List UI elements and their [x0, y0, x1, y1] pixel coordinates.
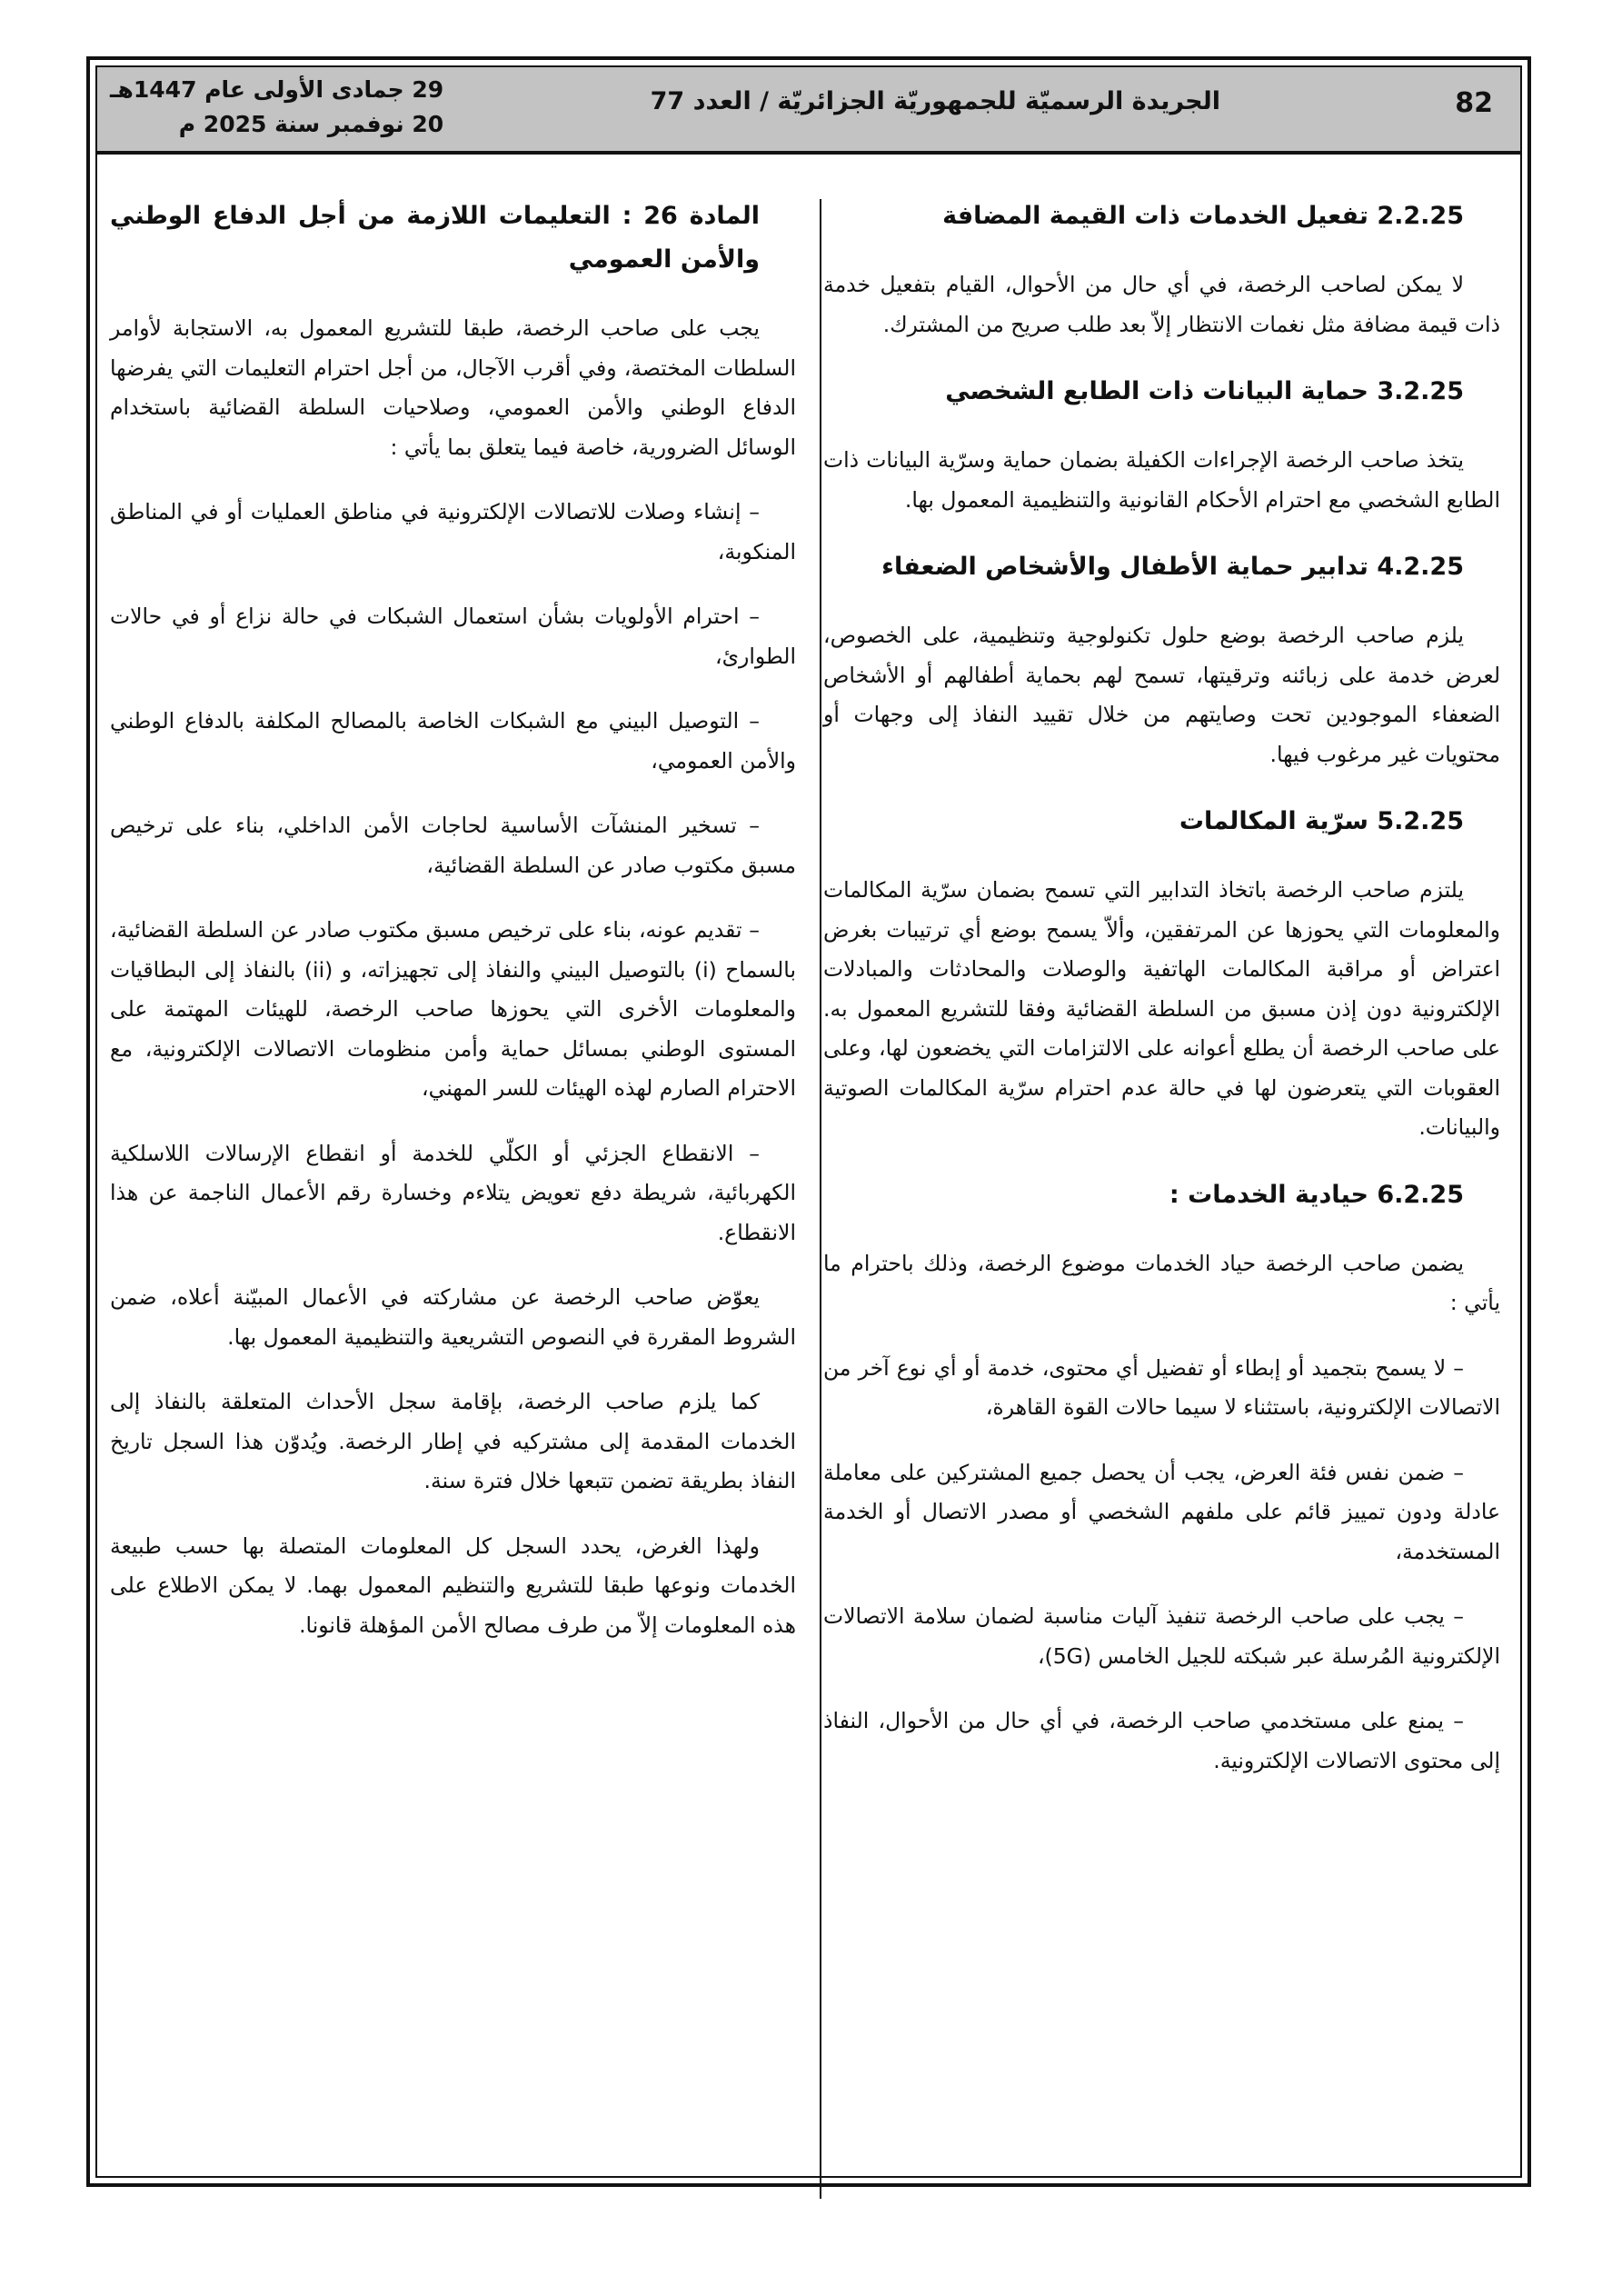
right-column — [823, 195, 1500, 1806]
paragraph: يضمن صاحب الرخصة حياد الخدمات موضوع الرخصة، وذلك باحترام ما يأتي : — [823, 1250, 1500, 1315]
paragraph: – تسخير المنشآت الأساسية لحاجات الأمن الداخلي، بناء على ترخيص مسبق مكتوب صادر عن السلطة القضائية، — [110, 813, 796, 878]
section-heading: المادة 26 : التعليمات اللازمة من أجل الدفاع الوطني والأمن العمومي — [110, 202, 760, 274]
paragraph: – احترام الأولويات بشأن استعمال الشبكات في حالة نزاع أو في حالات الطوارئ، — [110, 604, 796, 669]
left-column — [110, 195, 796, 1671]
section-heading: 4.2.25 تدابير حماية الأطفال والأشخاص الضعفاء — [881, 553, 1464, 581]
page-frame — [86, 56, 1531, 2187]
paragraph: – تقديم عونه، بناء على ترخيص مسبق مكتوب صادر عن السلطة القضائية، بالسماح (i) بالتوصيل البيني والنفاذ إلى تجهيزاته، و (ii) بالنفاذ إلى البطاقيات والمعلومات الأخرى التي يحوزها صاحب الرخصة، للهيئات المهتمة على المستوى الوطني بمسائل حماية وأمن منظومات الاتصالات الإلكترونية، مع الاحترام الصارم لهذه الهيئات للسر المهني، — [110, 917, 796, 1101]
paragraph: يجب على صاحب الرخصة، طبقا للتشريع المعمول به، الاستجابة لأوامر السلطات المختصة، وفي أقرب الآجال، من أجل احترام التعليمات التي يفرضها الدفاع الوطني والأمن العمومي، وصلاحيات السلطة القضائية باستخدام الوسائل الضرورية، خاصة فيما يتعلق بما يأتي : — [110, 315, 796, 460]
date-hijri: 29 جمادى الأولى عام 1447هـ — [110, 76, 444, 103]
paragraph: لا يمكن لصاحب الرخصة، في أي حال من الأحوال، القيام بتفعيل خدمة ذات قيمة مضافة مثل نغمات الانتظار إلاّ بعد طلب صريح من المشترك. — [823, 272, 1500, 337]
page-number: 82 — [1455, 87, 1493, 119]
paragraph: يلتزم صاحب الرخصة باتخاذ التدابير التي تسمح بضمان سرّية المكالمات والمعلومات التي يحوزها عن المرتفقين، وألاّ يسمح بوضع أي ترتيبات بغرض اعتراض أو مراقبة المكالمات الهاتفية والوصلات والمحادثات والمبادلات الإلكترونية دون إذن مسبق من السلطة القضائية وفقا للتشريع المعمول به. على صاحب الرخصة أن يطلع أعوانه على الالتزامات التي يخضعون لها، وعلى العقوبات التي يتعرضون لها في حالة عدم احترام سرّية المكالمات الصوتية والبيانات. — [823, 877, 1500, 1140]
section-heading: 3.2.25 حماية البيانات ذات الطابع الشخصي — [945, 377, 1464, 405]
paragraph: – ضمن نفس فئة العرض، يجب أن يحصل جميع المشتركين على معاملة عادلة ودون تمييز قائم على ملفهم الشخصي أو مصدر الاتصال أو الخدمة المستخدمة، — [823, 1459, 1500, 1564]
section-heading: 2.2.25 تفعيل الخدمات ذات القيمة المضافة — [942, 202, 1464, 230]
gazette-title: الجريدة الرسميّة للجمهوريّة الجزائريّة / العدد 77 — [650, 87, 1220, 115]
paragraph: يلزم صاحب الرخصة بوضع حلول تكنولوجية وتنظيمية، على الخصوص، لعرض خدمة على زبائنه وترقيتها، تسمح لهم بحماية أطفالهم أو الأشخاص الضعفاء الموجودين تحت وصايتهم من خلال تقييد النفاذ إلى وجهات أو محتويات غير مرغوب فيها. — [823, 623, 1500, 767]
paragraph: كما يلزم صاحب الرخصة، بإقامة سجل الأحداث المتعلقة بالنفاذ إلى الخدمات المقدمة إلى مشتركيه في إطار الرخصة. ويُدوّن هذا السجل تاريخ النفاذ بطريقة تضمن تتبعها خلال فترة سنة. — [110, 1389, 796, 1493]
paragraph: يعوّض صاحب الرخصة عن مشاركته في الأعمال المبيّنة أعلاه، ضمن الشروط المقررة في النصوص التشريعية والتنظيمية المعمول بها. — [110, 1284, 796, 1350]
paragraph: – إنشاء وصلات للاتصالات الإلكترونية في مناطق العمليات أو في المناطق المنكوبة، — [110, 499, 796, 564]
section-heading: 6.2.25 حيادية الخدمات : — [1169, 1180, 1464, 1209]
paragraph: – يمنع على مستخدمي صاحب الرخصة، في أي حال من الأحوال، النفاذ إلى محتوى الاتصالات الإلكترونية. — [823, 1708, 1500, 1773]
section-heading: 5.2.25 سرّية المكالمات — [1179, 807, 1464, 835]
paragraph: – يجب على صاحب الرخصة تنفيذ آليات مناسبة لضمان سلامة الاتصالات الإلكترونية المُرسلة عبر شبكته للجيل الخامس (5G)، — [823, 1603, 1500, 1669]
paragraph: يتخذ صاحب الرخصة الإجراءات الكفيلة بضمان حماية وسرّية البيانات ذات الطابع الشخصي مع احترام الأحكام القانونية والتنظيمية المعمول بها. — [823, 447, 1500, 513]
paragraph: ولهذا الغرض، يحدد السجل كل المعلومات المتصلة بها حسب طبيعة الخدمات ونوعها طبقا للتشريع والتنظيم المعمول بهما. لا يمكن الاطلاع على هذه المعلومات إلاّ من طرف مصالح الأمن المؤهلة قانونا. — [110, 1532, 796, 1638]
paragraph: – الانقطاع الجزئي أو الكلّي للخدمة أو انقطاع الإرسالات اللاسلكية الكهربائية، شريطة دفع تعويض يتلاءم وخسارة رقم الأعمال الناجمة عن هذا الانقطاع. — [110, 1140, 796, 1245]
page-inner-frame — [95, 65, 1522, 2178]
paragraph: – التوصيل البيني مع الشبكات الخاصة بالمصالح المكلفة بالدفاع الوطني والأمن العمومي، — [110, 708, 796, 774]
date-gregorian: 20 نوفمبر سنة 2025 م — [178, 111, 444, 137]
page-header — [97, 67, 1520, 155]
column-divider — [820, 199, 821, 2199]
issue-date — [110, 73, 443, 142]
paragraph: – لا يسمح بتجميد أو إبطاء أو تفضيل أي محتوى، خدمة أو أي نوع آخر من الاتصالات الإلكترونية، باستثناء لا سيما حالات القوة القاهرة، — [823, 1354, 1500, 1420]
